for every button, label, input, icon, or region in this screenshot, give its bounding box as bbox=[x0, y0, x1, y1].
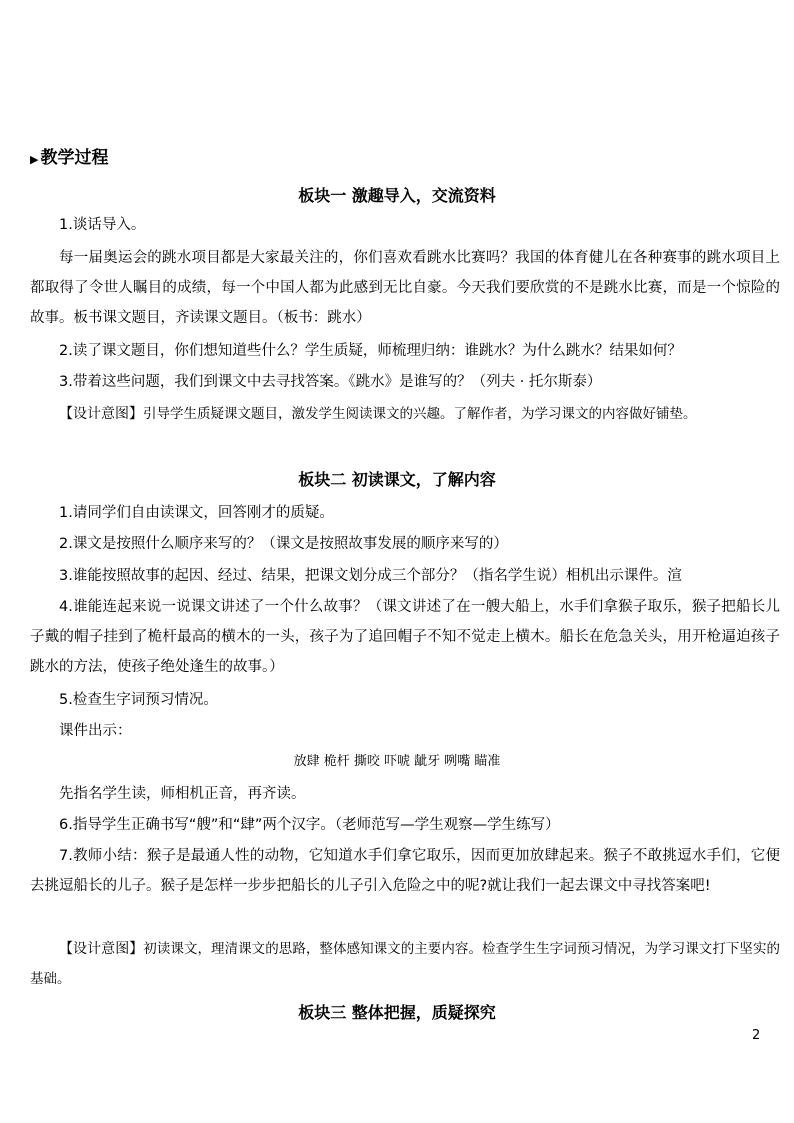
design-intent-label: 【设计意图】 bbox=[59, 941, 144, 957]
block2-paragraph-6: 课件出示： bbox=[59, 723, 132, 739]
section-title bbox=[30, 143, 108, 168]
block1-paragraph-1: 1.谈话导入。 bbox=[59, 217, 146, 233]
block3-heading: 板块三 整体把握，质疑探究 bbox=[298, 1003, 496, 1022]
block2-paragraph-9: 7.教师小结：猴子是最通人性的动物，它知道水手们拿它取乐，因而更加放肆起来。猴子不敢挑逗水手们，它便去挑逗船长的儿子。猴子是怎样一步步把船长的儿子引入危险之中的呢?就让我们一起去课文中寻找答案吧! bbox=[30, 848, 780, 894]
block2-paragraph-8: 6.指导学生正确书写“艘”和“肆”两个汉字。（老师范写—学生观察—学生练写） bbox=[59, 817, 560, 833]
block1-paragraph-3: 2.读了课文题目，你们想知道些什么？学生质疑，师梳理归纳：谁跳水？为什么跳水？结果如何？ bbox=[59, 343, 682, 359]
block1-paragraph-2: 每一届奥运会的跳水项目都是大家最关注的，你们喜欢看跳水比赛吗？我国的体育健儿在各种赛事的跳水项目上都取得了令世人瞩目的成绩，每一个中国人都为此感到无比自豪。今天我们要欣赏的不是跳水比赛，而是一个惊险的故事。板书课文题目，齐读课文题目。（板书：跳水） bbox=[30, 250, 780, 326]
block2-design-intent bbox=[30, 934, 780, 994]
block2-paragraph-2: 2.课文是按照什么顺序来写的？（课文是按照故事发展的顺序来写的） bbox=[59, 536, 508, 552]
triangle-marker-icon: ▶ bbox=[30, 153, 39, 166]
block1-heading: 板块一 激趣导入，交流资料 bbox=[298, 186, 496, 205]
block1-paragraph-4: 3.带着这些问题，我们到课文中去寻找答案。《跳水》是谁写的？（列夫 · 托尔斯泰） bbox=[59, 374, 602, 390]
design-intent-text: 引导学生质疑课文题目，激发学生阅读课文的兴趣。了解作者，为学习课文的内容做好铺垫。 bbox=[143, 406, 697, 422]
section-title-text: 教学过程 bbox=[40, 148, 109, 168]
design-intent-text: 初读课文，理清课文的思路，整体感知课文的主要内容。检查学生生字词预习情况，为学习课文打下坚实的基础。 bbox=[30, 941, 781, 987]
block2-paragraph-1: 1.请同学们自由读课文，回答刚才的质疑。 bbox=[59, 505, 334, 521]
design-intent-label: 【设计意图】 bbox=[59, 406, 143, 422]
block2-paragraph-4: 4.谁能连起来说一说课文讲述了一个什么故事？（课文讲述了在一艘大船上，水手们拿猴子取乐，猴子把船长儿子戴的帽子挂到了桅杆最高的横木的一头，孩子为了追回帽子不知不觉走上横木。船长在危急关头，用开枪逼迫孩子跳水的方法，使孩子绝处逢生的故事。） bbox=[30, 599, 780, 675]
block2-paragraph-7: 先指名学生读，师相机正音，再齐读。 bbox=[59, 786, 306, 802]
block2-paragraph-3: 3.谁能按照故事的起因、经过、结果，把课文划分成三个部分？（指名学生说）相机出示课件。渲 bbox=[59, 568, 682, 584]
block2-paragraph-5: 5.检查生字词预习情况。 bbox=[59, 692, 218, 708]
block1-design-intent bbox=[30, 399, 780, 429]
vocabulary-list: 放肆 桅杆 撕咬 吓唬 龇牙 咧嘴 瞄准 bbox=[293, 754, 501, 769]
page-number: 2 bbox=[752, 1028, 761, 1043]
block2-heading: 板块二 初读课文，了解内容 bbox=[298, 470, 496, 489]
